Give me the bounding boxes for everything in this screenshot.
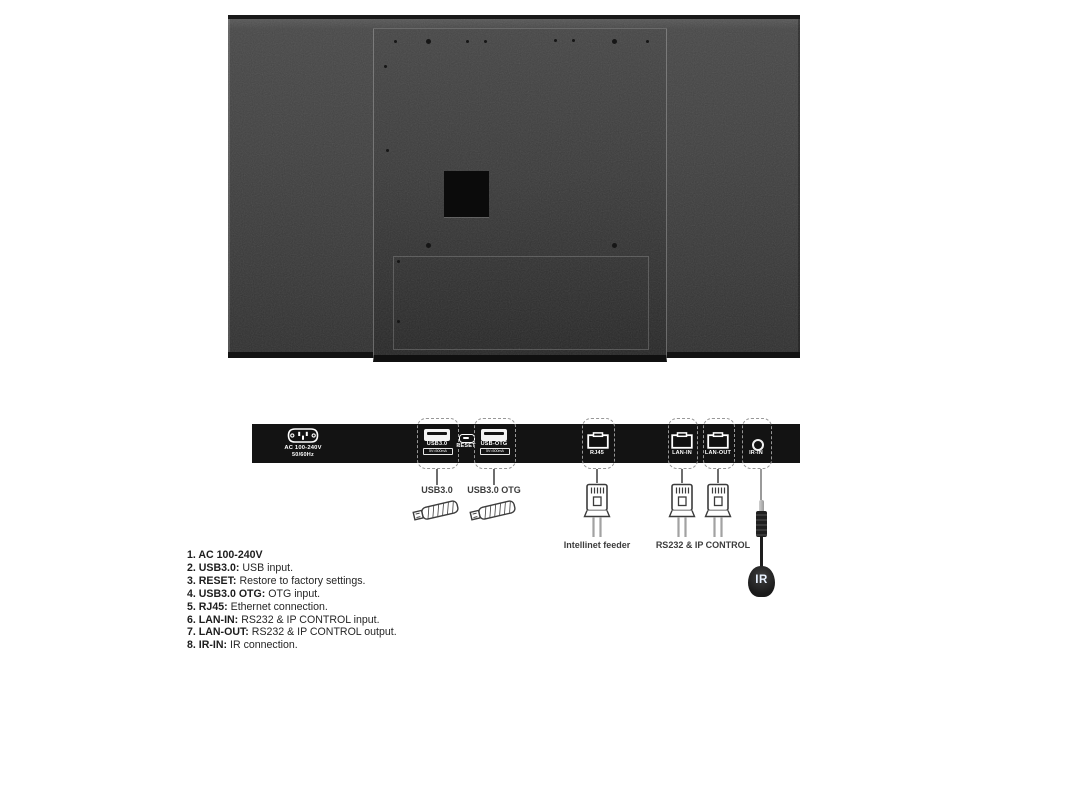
ir-receiver-icon bbox=[748, 566, 775, 597]
reset-label: RESET bbox=[456, 443, 476, 449]
leader-line bbox=[717, 469, 719, 483]
lan-in-label: LAN-IN bbox=[672, 450, 692, 456]
usb-otg-callout-label: USB3.0 OTG bbox=[467, 485, 521, 495]
usb3-rating: 5V=500mA bbox=[423, 448, 453, 455]
screw-hole bbox=[646, 40, 649, 43]
screw-hole bbox=[612, 243, 617, 248]
ac-label: AC 100-240V bbox=[284, 445, 322, 451]
ir-in-label: IR-IN bbox=[749, 450, 763, 456]
screw-hole bbox=[572, 39, 575, 42]
legend-item: 2. USB3.0: USB input. bbox=[187, 561, 294, 574]
screw-hole bbox=[612, 39, 617, 44]
leader-line bbox=[596, 469, 598, 483]
lan-in-callout-box bbox=[668, 418, 698, 469]
usb-stick-icon bbox=[408, 496, 464, 526]
rj45-plug-icon bbox=[667, 483, 697, 539]
usb-stick-icon bbox=[465, 496, 521, 526]
rj45-plug-icon bbox=[703, 483, 733, 539]
legend-list bbox=[187, 549, 397, 652]
screw-hole bbox=[554, 39, 557, 42]
legend-item: 8. IR-IN: IR connection. bbox=[187, 639, 298, 652]
screw-hole bbox=[384, 65, 387, 68]
screw-hole bbox=[484, 40, 487, 43]
legend-item: 6. LAN-IN: RS232 & IP CONTROL input. bbox=[187, 613, 380, 626]
lan-out-label: LAN-OUT bbox=[704, 450, 732, 456]
usb-otg-rating: 5V=500mA bbox=[480, 448, 510, 455]
rs232-ip-control-label: RS232 & IP CONTROL bbox=[655, 540, 751, 550]
leader-line bbox=[681, 469, 683, 483]
screw-hole bbox=[426, 243, 431, 248]
screw-hole bbox=[397, 260, 400, 263]
screw-hole bbox=[386, 149, 389, 152]
display-rear-view bbox=[228, 15, 800, 361]
legend-item: 5. RJ45: Ethernet connection. bbox=[187, 600, 328, 613]
ir-jack-body bbox=[756, 511, 767, 537]
rj45-callout-box bbox=[582, 418, 615, 469]
leader-line bbox=[493, 469, 495, 485]
screw-hole bbox=[426, 39, 431, 44]
display-center-module bbox=[373, 28, 667, 362]
ir-cable bbox=[760, 537, 763, 568]
rj45-label: RJ45 bbox=[590, 450, 604, 456]
usb-otg-port-label: USB-OTG bbox=[480, 441, 508, 447]
service-door-outline bbox=[393, 256, 649, 350]
legend-item: 1. AC 100-240V bbox=[187, 549, 263, 561]
ir-in-callout-box bbox=[742, 418, 772, 469]
ir-receiver-label: IR bbox=[755, 574, 768, 586]
usb3-callout-box bbox=[417, 418, 459, 469]
ac-inlet-icon bbox=[286, 427, 320, 444]
usb-otg-callout-box bbox=[474, 418, 516, 469]
lan-out-callout-box bbox=[703, 418, 735, 469]
screw-hole bbox=[466, 40, 469, 43]
rj45-plug-icon bbox=[582, 483, 612, 539]
usb3-callout-label: USB3.0 bbox=[421, 485, 453, 495]
leader-line bbox=[760, 469, 762, 500]
ac-freq-label: 50/60Hz bbox=[292, 451, 314, 458]
intellinet-feeder-label: Intellinet feeder bbox=[563, 540, 631, 550]
legend-item: 7. LAN-OUT: RS232 & IP CONTROL output. bbox=[187, 626, 397, 639]
leader-line bbox=[436, 469, 438, 485]
legend-item: 4. USB3.0 OTG: OTG input. bbox=[187, 587, 321, 600]
legend-item: 3. RESET: Restore to factory settings. bbox=[187, 574, 366, 587]
screw-hole bbox=[397, 320, 400, 323]
usb3-port-label: USB3.0 bbox=[426, 441, 448, 447]
mount-recess bbox=[444, 171, 489, 217]
screw-hole bbox=[394, 40, 397, 43]
